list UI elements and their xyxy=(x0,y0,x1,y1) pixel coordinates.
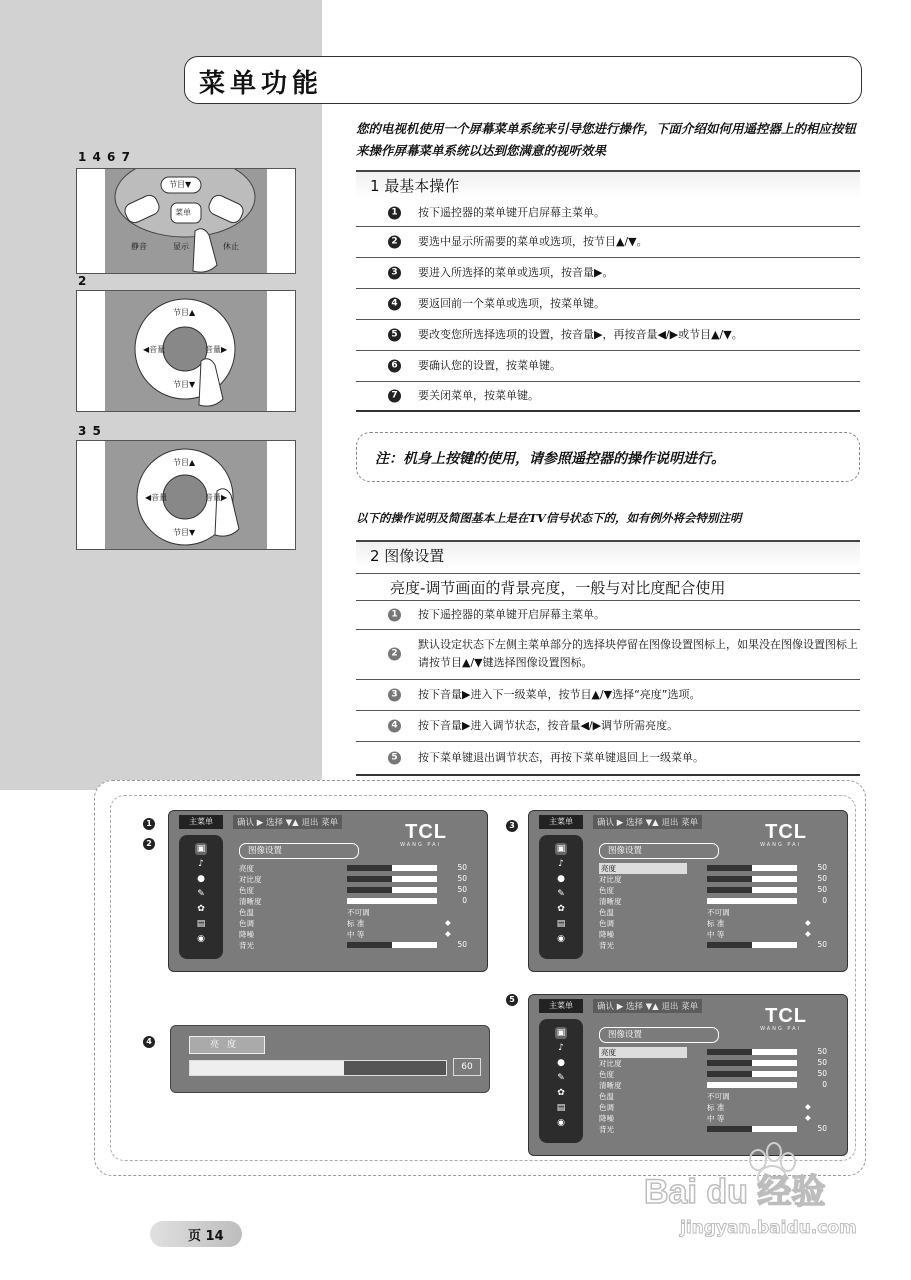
grid-icon[interactable]: ▤ xyxy=(556,919,566,929)
tcl-logo: TCL xyxy=(765,821,807,843)
osd-hint: 确认 ▶ 选择 ▼▲ 退出 菜单 xyxy=(593,815,702,829)
osd-row-bar xyxy=(707,887,797,893)
panel-num-1: 1 xyxy=(143,818,155,830)
remote-illustration-1 xyxy=(76,168,296,274)
osd-row[interactable] xyxy=(599,885,829,895)
tcl-logo-sub: WANG PAI xyxy=(400,842,441,848)
osd-row-label: 亮度 xyxy=(599,1047,687,1058)
osd-row[interactable] xyxy=(239,929,469,939)
osd-row-value: 50 xyxy=(817,1047,827,1056)
section2-step-2 xyxy=(356,629,860,680)
watermark-brand: Bai du 经验 xyxy=(644,1173,826,1211)
osd-row-arrow: ◆ xyxy=(805,1102,811,1111)
section1-step-6 xyxy=(356,351,860,382)
osd-row-label: 色度 xyxy=(239,886,254,895)
osd-row-label: 亮度 xyxy=(239,864,254,873)
osd-row-option: 中 等 xyxy=(707,930,725,939)
osd-row-bar xyxy=(347,865,437,871)
osd-row-bar xyxy=(707,1049,797,1055)
panel-title: 图像设置 xyxy=(239,843,359,859)
osd-row[interactable] xyxy=(599,918,829,928)
panel-num-2: 2 xyxy=(143,838,155,850)
osd-row[interactable] xyxy=(239,918,469,928)
osd-row-value: 0 xyxy=(462,896,467,905)
osd-row-label: 降噪 xyxy=(239,930,254,939)
section1-step-5 xyxy=(356,320,860,351)
section2-step-5 xyxy=(356,742,860,776)
osd-row[interactable] xyxy=(599,1102,829,1112)
page-number: 页 14 xyxy=(188,1229,224,1244)
tcl-logo: TCL xyxy=(405,821,447,843)
osd-row-label: 背光 xyxy=(599,1125,614,1134)
gear-icon[interactable]: ✿ xyxy=(557,904,565,914)
osd-row[interactable] xyxy=(239,885,469,895)
step-num: 1 xyxy=(388,609,401,622)
osd-row[interactable] xyxy=(239,863,469,873)
note-box xyxy=(356,432,860,482)
remote3-step-label: 3 5 xyxy=(78,424,102,438)
remote1-step-label: 1 4 6 7 xyxy=(78,150,131,164)
menu-icon-column xyxy=(179,835,223,959)
tcl-logo-sub: WANG PAI xyxy=(760,842,801,848)
note-text: 注：机身上按键的使用，请参照遥控器的操作说明进行。 xyxy=(375,451,725,467)
slider-fill xyxy=(190,1061,344,1075)
step-text: 按下菜单键退出调节状态，再按下菜单键退回上一级菜单。 xyxy=(418,751,704,764)
osd-row-bar xyxy=(707,1060,797,1066)
osd-row-value: 0 xyxy=(822,1080,827,1089)
osd-row-bar xyxy=(707,1126,797,1132)
osd-row-label: 对比度 xyxy=(599,1059,622,1068)
osd-row-bar-fill xyxy=(347,876,392,882)
baidu-watermark xyxy=(640,1140,880,1250)
dot-icon[interactable]: ● xyxy=(557,874,565,884)
gear-icon[interactable]: ✿ xyxy=(197,904,205,914)
osd-row-option: 不可调 xyxy=(707,1092,730,1101)
osd-row-label: 色调 xyxy=(239,919,254,928)
osd-row[interactable] xyxy=(599,896,829,906)
osd-row-label: 清晰度 xyxy=(599,897,622,906)
osd-row[interactable] xyxy=(599,874,829,884)
step-text: 默认设定状态下左侧主菜单部分的选择块停留在图像设置图标上，如果没在图像设置图标上请按节目▲/▼键选择图像设置图标。 xyxy=(418,638,858,669)
main-menu-label: 主菜单 xyxy=(539,815,583,829)
slider-label: 亮度 xyxy=(189,1036,265,1054)
panel-num-3: 3 xyxy=(506,820,518,832)
wrench-icon[interactable]: ✎ xyxy=(197,889,205,899)
step-num: 1 xyxy=(388,207,401,220)
osd-row-value: 50 xyxy=(817,1069,827,1078)
step-text: 要确认您的设置，按菜单键。 xyxy=(418,359,561,372)
osd-row-label: 色调 xyxy=(599,1103,614,1112)
music-icon[interactable]: ♪ xyxy=(198,859,204,869)
step-text: 要选中显示所需要的菜单或选项，按节目▲/▼。 xyxy=(418,235,648,248)
osd-row-bar xyxy=(707,876,797,882)
step-text: 按下音量▶进入下一级菜单，按节目▲/▼选择“亮度”选项。 xyxy=(418,688,701,701)
intro-text: 您的电视机使用一个屏幕菜单系统来引导您进行操作，下面介绍如何用遥控器上的相应按钮来操作屏幕菜单系统以达到您满意的视听效果 xyxy=(356,121,857,158)
osd-row[interactable] xyxy=(239,874,469,884)
remote1-key-prog-down: 节目▼ xyxy=(169,180,192,189)
main-menu-label: 主菜单 xyxy=(179,815,223,829)
osd-row-value: 50 xyxy=(457,885,467,894)
remote3-key-vol-left: ◀音量 xyxy=(145,493,168,502)
section2-heading-text: 2 图像设置 xyxy=(370,547,445,565)
panel-num-5: 5 xyxy=(506,994,518,1006)
osd-row-bar xyxy=(707,1071,797,1077)
search-icon[interactable]: ◉ xyxy=(557,934,565,944)
osd-row-option: 标 准 xyxy=(707,919,725,928)
remote2-step-label: 2 xyxy=(78,274,88,288)
section1-step-3 xyxy=(356,258,860,289)
remote1-key-sleep: 休止 xyxy=(223,242,239,251)
step-text: 要返回前一个菜单或选项，按菜单键。 xyxy=(418,297,605,310)
tcl-logo-sub: WANG PAI xyxy=(760,1026,801,1032)
step-num: 2 xyxy=(388,236,401,249)
osd-row-option: 不可调 xyxy=(707,908,730,917)
osd-row-bar-fill xyxy=(347,865,392,871)
step-text: 要改变您所选择选项的设置，按音量▶，再按音量◀/▶或节目▲/▼。 xyxy=(418,328,743,341)
signal-note: 以下的操作说明及简图基本上是在TV信号状态下的，如有例外将会特别注明 xyxy=(356,511,742,525)
osd-row-value: 50 xyxy=(817,885,827,894)
osd-row[interactable] xyxy=(599,863,829,873)
osd-row-arrow: ◆ xyxy=(805,929,811,938)
osd-row-bar-fill xyxy=(707,1049,752,1055)
picture-icon[interactable]: ▣ xyxy=(196,844,206,854)
remote3-key-prog-up: 节目▲ xyxy=(173,458,196,467)
osd-row-value: 50 xyxy=(457,874,467,883)
step-num: 5 xyxy=(388,752,401,765)
section2-step-4 xyxy=(356,711,860,742)
menu-icon-column xyxy=(539,1019,583,1143)
page-title: 菜单功能 xyxy=(199,69,324,99)
menu-icon-column xyxy=(539,835,583,959)
dot-icon[interactable]: ● xyxy=(557,1058,565,1068)
osd-row-bar-fill xyxy=(347,887,392,893)
osd-row-label: 对比度 xyxy=(599,875,622,884)
step-num: 4 xyxy=(388,298,401,311)
osd-row-option: 标 准 xyxy=(707,1103,725,1112)
osd-row-bar xyxy=(707,898,797,904)
remote2-key-prog-down: 节目▼ xyxy=(173,380,196,389)
gear-icon[interactable]: ✿ xyxy=(557,1088,565,1098)
panel-title: 图像设置 xyxy=(599,1027,719,1043)
osd-row-value: 50 xyxy=(817,1124,827,1133)
osd-row-label: 亮度 xyxy=(599,863,687,874)
osd-row-bar xyxy=(347,876,437,882)
panel-num-4: 4 xyxy=(143,1036,155,1048)
osd-row[interactable] xyxy=(599,1124,829,1134)
step-num: 3 xyxy=(388,267,401,280)
osd-row[interactable] xyxy=(599,940,829,950)
step-num: 4 xyxy=(388,720,401,733)
osd-row-arrow: ◆ xyxy=(805,1113,811,1122)
grid-icon[interactable]: ▤ xyxy=(196,919,206,929)
osd-row-label: 对比度 xyxy=(239,875,262,884)
osd-row-arrow: ◆ xyxy=(445,929,451,938)
step-text: 要进入所选择的菜单或选项，按音量▶。 xyxy=(418,266,614,279)
section2-step-1 xyxy=(356,600,860,630)
osd-row-label: 色调 xyxy=(599,919,614,928)
section2-heading xyxy=(356,540,860,568)
osd-hint: 确认 ▶ 选择 ▼▲ 退出 菜单 xyxy=(593,999,702,1013)
section2-subheading xyxy=(356,573,860,600)
osd-panel-5 xyxy=(528,994,848,1156)
watermark-url: jingyan.baidu.com xyxy=(680,1218,857,1238)
panel-title: 图像设置 xyxy=(599,843,719,859)
osd-row-label: 色度 xyxy=(599,1070,614,1079)
search-icon[interactable]: ◉ xyxy=(197,934,205,944)
osd-row-label: 降噪 xyxy=(599,930,614,939)
brightness-slider-panel xyxy=(170,1025,490,1093)
osd-row[interactable] xyxy=(599,1058,829,1068)
osd-row-value: 50 xyxy=(817,1058,827,1067)
osd-panel-3 xyxy=(528,810,848,972)
search-icon[interactable]: ◉ xyxy=(557,1118,565,1128)
osd-row-option: 中 等 xyxy=(707,1114,725,1123)
osd-row-value: 50 xyxy=(457,940,467,949)
remote2-key-vol-left: ◀音量 xyxy=(143,345,166,354)
section1-step-1 xyxy=(356,200,860,227)
osd-row-value: 50 xyxy=(817,863,827,872)
step-num: 2 xyxy=(388,648,401,661)
step-num: 5 xyxy=(388,329,401,342)
osd-row-bar xyxy=(707,942,797,948)
section2-subheading-text: 亮度-调节画面的背景亮度，一般与对比度配合使用 xyxy=(390,579,726,597)
osd-row-label: 清晰度 xyxy=(239,897,262,906)
osd-row-bar-fill xyxy=(707,942,752,948)
osd-row-label: 背光 xyxy=(239,941,254,950)
step-text: 按下遥控器的菜单键开启屏幕主菜单。 xyxy=(418,608,605,621)
section1-step-2 xyxy=(356,227,860,258)
osd-row-value: 0 xyxy=(822,896,827,905)
step-text: 要关闭菜单，按菜单键。 xyxy=(418,389,539,402)
osd-row[interactable] xyxy=(599,1091,829,1101)
slider-track[interactable] xyxy=(189,1060,447,1076)
osd-row-bar-fill xyxy=(707,887,752,893)
step-text: 按下遥控器的菜单键开启屏幕主菜单。 xyxy=(418,206,605,219)
osd-row-value: 50 xyxy=(457,863,467,872)
osd-row[interactable] xyxy=(599,1069,829,1079)
remote1-key-display: 显示 xyxy=(173,242,189,251)
osd-row-label: 色温 xyxy=(599,908,614,917)
wrench-icon[interactable]: ✎ xyxy=(557,1073,565,1083)
remote-illustration-3 xyxy=(76,440,296,550)
osd-row-bar-fill xyxy=(707,865,752,871)
remote2-key-prog-up: 节目▲ xyxy=(173,308,196,317)
step-num: 3 xyxy=(388,689,401,702)
osd-row[interactable] xyxy=(599,907,829,917)
remote2-key-vol-right: 音量▶ xyxy=(205,345,228,354)
section2-step-3 xyxy=(356,680,860,711)
page-number-badge xyxy=(150,1221,242,1247)
osd-row-option: 中 等 xyxy=(347,930,365,939)
music-icon[interactable]: ♪ xyxy=(558,859,564,869)
wrench-icon[interactable]: ✎ xyxy=(557,889,565,899)
step-num: 6 xyxy=(388,360,401,373)
osd-panel-1 xyxy=(168,810,488,972)
main-menu-label: 主菜单 xyxy=(539,999,583,1013)
osd-row-bar xyxy=(707,865,797,871)
osd-row-bar xyxy=(347,898,437,904)
osd-row-label: 背光 xyxy=(599,941,614,950)
osd-hint: 确认 ▶ 选择 ▼▲ 退出 菜单 xyxy=(233,815,342,829)
osd-row-bar xyxy=(347,887,437,893)
step-num: 7 xyxy=(388,390,401,403)
osd-row[interactable] xyxy=(239,907,469,917)
section1-heading-text: 1 最基本操作 xyxy=(370,177,460,195)
osd-row-label: 清晰度 xyxy=(599,1081,622,1090)
osd-row-bar-fill xyxy=(347,942,392,948)
remote3-key-prog-down: 节目▼ xyxy=(173,528,196,537)
remote1-key-menu: 菜单 xyxy=(175,208,191,217)
osd-row-option: 标 准 xyxy=(347,919,365,928)
slider-value: 60 xyxy=(453,1058,481,1076)
remote1-key-mute: 静音 xyxy=(131,242,147,251)
osd-row-label: 降噪 xyxy=(599,1114,614,1123)
osd-row-bar xyxy=(707,1082,797,1088)
dot-icon[interactable]: ● xyxy=(197,874,205,884)
remote3-key-vol-right: 音量▶ xyxy=(205,493,228,502)
osd-row-arrow: ◆ xyxy=(445,918,451,927)
osd-row-label: 色温 xyxy=(239,908,254,917)
osd-row[interactable] xyxy=(239,896,469,906)
step-text: 按下音量▶进入调节状态，按音量◀/▶调节所需亮度。 xyxy=(418,719,679,732)
osd-row[interactable] xyxy=(599,1113,829,1123)
osd-row-option: 不可调 xyxy=(347,908,370,917)
title-box xyxy=(184,56,862,104)
osd-row[interactable] xyxy=(599,1080,829,1090)
osd-row-label: 色温 xyxy=(599,1092,614,1101)
osd-row[interactable] xyxy=(599,929,829,939)
section1-step-4 xyxy=(356,289,860,320)
osd-row-value: 50 xyxy=(817,940,827,949)
section1-heading xyxy=(356,170,860,198)
osd-row[interactable] xyxy=(239,940,469,950)
osd-row-bar-fill xyxy=(707,1060,752,1066)
section1-step-7 xyxy=(356,382,860,412)
osd-row-bar-fill xyxy=(707,1071,752,1077)
music-icon[interactable]: ♪ xyxy=(558,1043,564,1053)
osd-row-bar xyxy=(347,942,437,948)
osd-row-bar-fill xyxy=(707,1126,752,1132)
remote-illustration-2 xyxy=(76,290,296,412)
osd-row-arrow: ◆ xyxy=(805,918,811,927)
grid-icon[interactable]: ▤ xyxy=(556,1103,566,1113)
osd-row-bar-fill xyxy=(707,876,752,882)
osd-row-label: 色度 xyxy=(599,886,614,895)
picture-icon[interactable]: ▣ xyxy=(556,1028,566,1038)
picture-icon[interactable]: ▣ xyxy=(556,844,566,854)
osd-row[interactable] xyxy=(599,1047,829,1057)
tcl-logo: TCL xyxy=(765,1005,807,1027)
osd-row-value: 50 xyxy=(817,874,827,883)
